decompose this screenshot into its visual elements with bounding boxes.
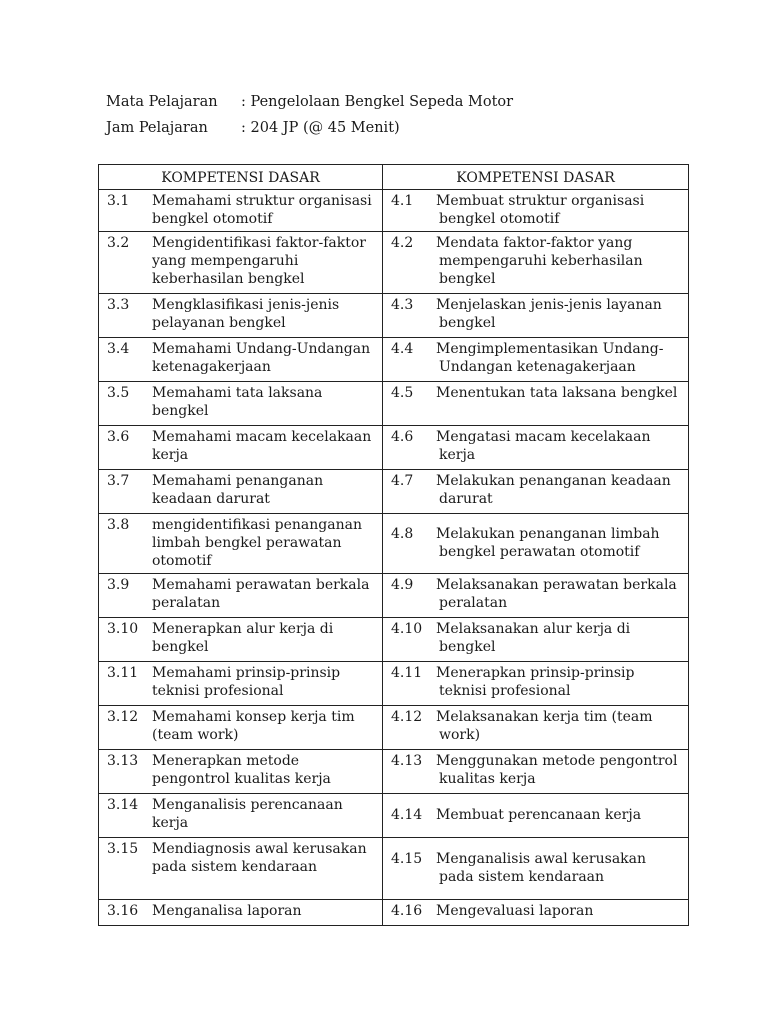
competency-number: 3.2 [107,235,130,251]
competency-text: Memahami prinsip-prinsip teknisi profesional [152,665,341,699]
competency-text: Membuat perencanaan kerja [436,807,642,823]
skill-cell [383,514,689,574]
competency-text: Menerapkan alur kerja di bengkel [152,621,334,655]
competency-number: 3.13 [107,753,139,769]
skill-cell [383,190,689,232]
table-row [99,900,689,926]
competency-table [98,164,689,926]
hours-value: : 204 JP (@ 45 Menit) [241,120,400,136]
competency-number: 4.5 [391,385,414,401]
table-row [99,750,689,794]
competency-text: Memahami penanganan keadaan darurat [152,473,324,507]
knowledge-cell [99,514,383,574]
competency-number: 4.8 [391,526,414,542]
competency-number: 3.14 [107,797,139,813]
competency-text: Melakukan penanganan keadaan darurat [436,473,671,507]
competency-text: Menganalisis perencanaan kerja [152,797,343,831]
competency-text: Menggunakan metode pengontrol kualitas kerja [436,753,678,787]
competency-number: 4.4 [391,341,414,357]
knowledge-cell [99,426,383,470]
subject-label: Mata Pelajaran [106,94,218,110]
table-row [99,706,689,750]
subject-value: : Pengelolaan Bengkel Sepeda Motor [241,94,514,110]
knowledge-cell [99,900,383,926]
competency-text: Menganalisis awal kerusakan pada sistem kendaraan [436,851,647,885]
skill-cell [383,662,689,706]
competency-text: Mengidentifikasi faktor-faktor yang mempengaruhi keberhasilan bengkel [152,235,366,287]
skill-cell [383,838,689,900]
competency-text: Mengevaluasi laporan [436,903,594,919]
competency-text: Mendata faktor-faktor yang mempengaruhi keberhasilan bengkel [436,235,643,287]
competency-number: 4.15 [391,851,423,867]
table-row [99,662,689,706]
competency-text: Memahami macam kecelakaan kerja [152,429,372,463]
skill-cell [383,706,689,750]
competency-number: 3.7 [107,473,130,489]
competency-text: Mengklasifikasi jenis-jenis pelayanan bengkel [152,297,340,331]
skill-cell [383,382,689,426]
competency-number: 4.13 [391,753,423,769]
competency-number: 4.14 [391,807,423,823]
table-row [99,190,689,232]
competency-number: 4.11 [391,665,423,681]
skill-cell [383,426,689,470]
competency-number: 3.9 [107,577,130,593]
competency-text: Melakukan penanganan limbah bengkel perawatan otomotif [436,526,660,560]
competency-number: 4.1 [391,193,414,209]
competency-text: Menerapkan prinsip-prinsip teknisi profesional [436,665,635,699]
competency-text: Membuat struktur organisasi bengkel otomotif [436,193,645,227]
competency-number: 4.6 [391,429,414,445]
competency-number: 4.16 [391,903,423,919]
competency-text: Memahami Undang-Undangan ketenagakerjaan [152,341,371,375]
skill-cell [383,900,689,926]
table-row [99,618,689,662]
skill-cell [383,750,689,794]
competency-text: Menganalisa laporan [152,903,302,919]
table-header-row [99,165,689,190]
knowledge-cell [99,190,383,232]
competency-number: 4.2 [391,235,414,251]
knowledge-cell [99,618,383,662]
knowledge-cell [99,382,383,426]
column-header-left: KOMPETENSI DASAR [99,165,383,190]
competency-number: 3.15 [107,841,139,857]
skill-cell [383,574,689,618]
competency-number: 4.9 [391,577,414,593]
knowledge-cell [99,470,383,514]
competency-number: 3.3 [107,297,130,313]
column-header-right: KOMPETENSI DASAR [383,165,689,190]
knowledge-cell [99,838,383,900]
skill-cell [383,338,689,382]
table-row [99,426,689,470]
table-row [99,574,689,618]
competency-number: 3.4 [107,341,130,357]
knowledge-cell [99,794,383,838]
competency-number: 4.7 [391,473,414,489]
table-row [99,232,689,294]
competency-number: 3.1 [107,193,130,209]
competency-text: Mendiagnosis awal kerusakan pada sistem kendaraan [152,841,367,875]
table-row [99,470,689,514]
table-row [99,382,689,426]
skill-cell [383,232,689,294]
knowledge-cell [99,750,383,794]
knowledge-cell [99,232,383,294]
competency-number: 4.10 [391,621,423,637]
skill-cell [383,470,689,514]
competency-text: mengidentifikasi penanganan limbah bengkel perawatan otomotif [152,517,362,569]
competency-number: 3.12 [107,709,139,725]
competency-text: Memahami struktur organisasi bengkel otomotif [152,193,372,227]
competency-number: 4.12 [391,709,423,725]
competency-number: 3.6 [107,429,130,445]
competency-text: Melaksanakan alur kerja di bengkel [436,621,631,655]
skill-cell [383,794,689,838]
table-row [99,294,689,338]
competency-text: Menerapkan metode pengontrol kualitas kerja [152,753,331,787]
competency-text: Menentukan tata laksana bengkel [436,385,678,401]
competency-text: Memahami konsep kerja tim (team work) [152,709,355,743]
competency-number: 3.11 [107,665,139,681]
table-row [99,838,689,900]
knowledge-cell [99,294,383,338]
competency-number: 3.5 [107,385,130,401]
table-row [99,794,689,838]
competency-text: Melaksanakan kerja tim (team work) [436,709,653,743]
competency-text: Memahami perawatan berkala peralatan [152,577,370,611]
knowledge-cell [99,338,383,382]
table-row [99,514,689,574]
competency-number: 3.8 [107,517,130,533]
hours-label: Jam Pelajaran [106,120,208,136]
competency-number: 3.16 [107,903,139,919]
skill-cell [383,294,689,338]
knowledge-cell [99,706,383,750]
competency-text: Mengimplementasikan Undang-Undangan ketenagakerjaan [436,341,664,375]
competency-text: Mengatasi macam kecelakaan kerja [436,429,651,463]
table-row [99,338,689,382]
competency-text: Memahami tata laksana bengkel [152,385,323,419]
competency-number: 3.10 [107,621,139,637]
knowledge-cell [99,574,383,618]
skill-cell [383,618,689,662]
competency-text: Menjelaskan jenis-jenis layanan bengkel [436,297,662,331]
competency-text: Melaksanakan perawatan berkala peralatan [436,577,677,611]
knowledge-cell [99,662,383,706]
competency-number: 4.3 [391,297,414,313]
